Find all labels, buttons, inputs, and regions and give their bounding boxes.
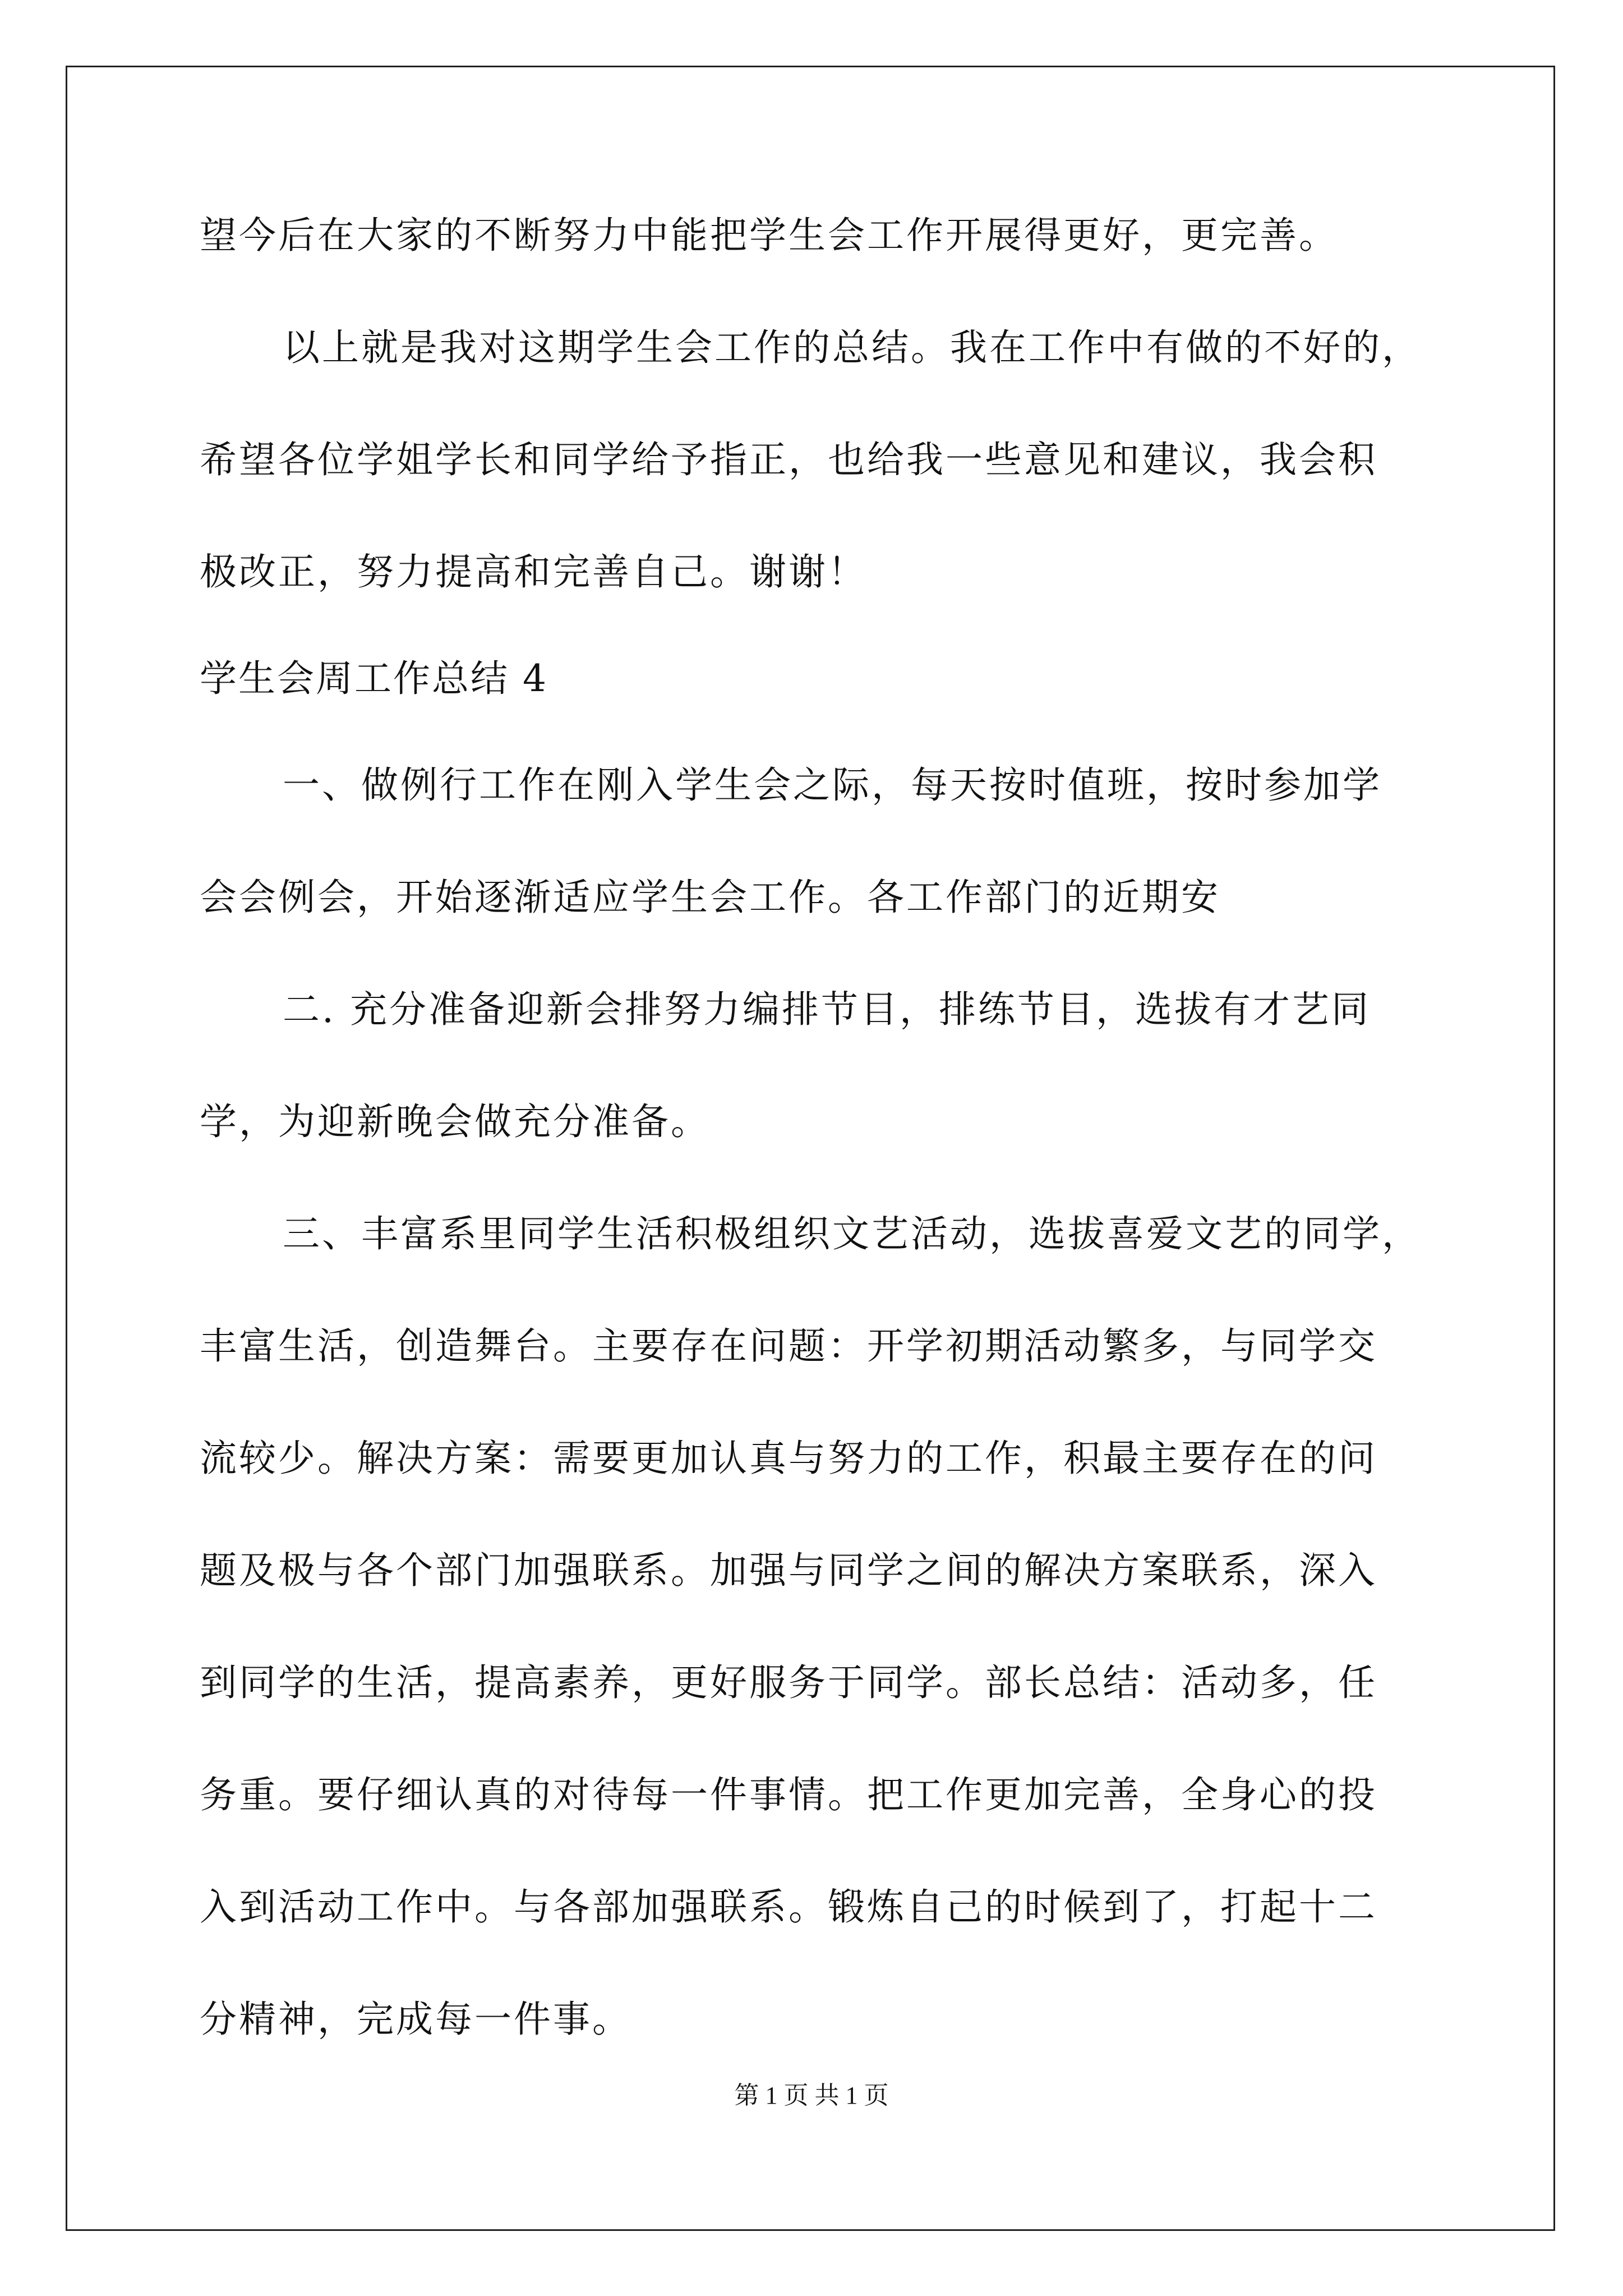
paragraph-line: 务重。要仔细认真的对待每一件事情。把工作更加完善，全身心的投 bbox=[200, 1773, 1377, 1816]
paragraph-line: 以上就是我对这期学生会工作的总结。我在工作中有做的不好的， bbox=[283, 326, 1421, 369]
paragraph-line: 学，为迎新晚会做充分准备。 bbox=[200, 1100, 710, 1143]
paragraph-line: 流较少。解决方案：需要更加认真与努力的工作，积最主要存在的问 bbox=[200, 1437, 1377, 1480]
paragraph-line: 到同学的生活，提高素养，更好服务于同学。部长总结：活动多，任 bbox=[200, 1661, 1377, 1704]
paragraph-line: 二. 充分准备迎新会排努力编排节目，排练节目，选拔有才艺同 bbox=[283, 988, 1371, 1031]
paragraph-line: 一、做例行工作在刚入学生会之际，每天按时值班，按时参加学 bbox=[283, 763, 1382, 807]
paragraph-line: 会会例会，开始逐渐适应学生会工作。各工作部门的近期安 bbox=[200, 876, 1220, 919]
paragraph-line: 分精神，完成每一件事。 bbox=[200, 1998, 631, 2041]
paragraph-line: 入到活动工作中。与各部加强联系。锻炼自己的时候到了，打起十二 bbox=[200, 1885, 1377, 1929]
section-heading: 学生会周工作总结 4 bbox=[200, 657, 548, 700]
paragraph-line: 丰富生活，创造舞台。主要存在问题：开学初期活动繁多，与同学交 bbox=[200, 1324, 1377, 1368]
paragraph-line: 题及极与各个部门加强联系。加强与同学之间的解决方案联系，深入 bbox=[200, 1549, 1377, 1592]
paragraph-line: 望今后在大家的不断努力中能把学生会工作开展得更好，更完善。 bbox=[200, 214, 1338, 257]
paragraph-line: 极改正，努力提高和完善自己。谢谢！ bbox=[200, 550, 867, 593]
page-number-footer: 第 1 页 共 1 页 bbox=[734, 2082, 889, 2109]
paragraph-line: 希望各位学姐学长和同学给予指正，也给我一些意见和建议，我会积 bbox=[200, 438, 1377, 481]
paragraph-line: 三、丰富系里同学生活积极组织文艺活动，选拔喜爱文艺的同学， bbox=[283, 1212, 1421, 1255]
